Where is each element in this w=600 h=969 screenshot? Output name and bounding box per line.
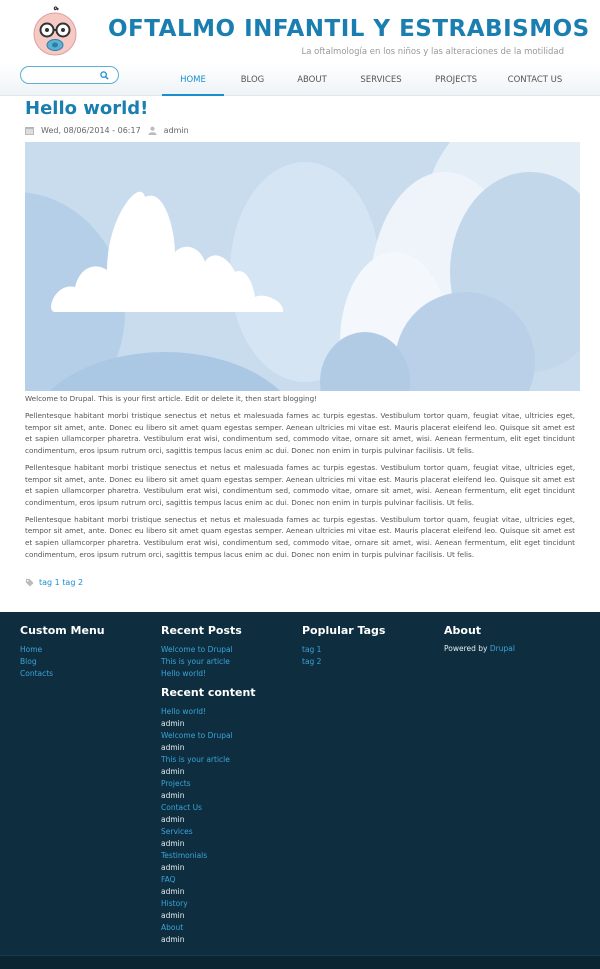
recent-content-author: admin [161,743,185,752]
main-menu [162,64,577,96]
site-footer [0,612,600,969]
footer-heading: Recent Posts [161,624,242,637]
footer-link-blog[interactable]: Blog [20,657,37,666]
recent-post-link[interactable]: Hello world! [161,669,207,678]
footer-heading: About [444,624,482,637]
tag-link[interactable]: tag 1 [39,578,60,587]
article-paragraph: Pellentesque habitant morbi tristique senectus et netus et malesuada fames ac turpis egestas. Vestibulum tortor quam, feugiat vitae, ultricies eget, tempor sit amet, ante. Donec eu libero sit amet quam egestas semper. Aenean ultricies mi vitae est. Mauris placerat eleifend leo. Quisque sit amet est et sapien ullamcorper pharetra. Vestibulum erat wisi, condimentum sed, commodo vitae, ornare sit amet, wisi. Aenean fermentum, elit eget tincidunt condimentum, eros ipsum rutrum orci, sagittis tempus lacus enim ac dui. Donec non enim in turpis pulvinar facilisis. Ut felis. [25,462,575,507]
recent-content-link[interactable]: Hello world! [161,707,207,716]
recent-content-link[interactable]: About [161,923,184,932]
article-intro: Welcome to Drupal. This is your first article. Edit or delete it, then start blogging! [25,394,318,403]
recent-content-author: admin [161,863,185,872]
tag-link[interactable]: tag 2 [62,578,84,587]
recent-content-author: admin [161,935,185,944]
popular-tag-link[interactable]: tag 1 [302,645,322,654]
recent-content-link[interactable]: Contact Us [161,803,202,812]
recent-content-author: admin [161,791,185,800]
recent-content-link[interactable]: Welcome to Drupal [161,731,233,740]
recent-content-author: admin [161,887,185,896]
nav-home[interactable]: HOME [162,64,224,96]
recent-post-link[interactable]: Welcome to Drupal [161,645,233,654]
footer-link-contacts[interactable]: Contacts [20,669,54,678]
site-slogan: La oftalmología en los niños y las alteraciones de la motilidad [301,47,564,57]
article-author[interactable]: admin [163,126,189,135]
article-body [25,393,575,566]
footer-recent-posts [161,624,242,680]
recent-content-link[interactable]: FAQ [161,875,176,884]
search-icon[interactable] [100,71,109,80]
powered-by [444,644,515,653]
article-paragraph: Pellentesque habitant morbi tristique senectus et netus et malesuada fames ac turpis egestas. Vestibulum tortor quam, feugiat vitae, ultricies eget, tempor sit amet, ante. Donec eu libero sit amet quam egestas semper. Aenean ultricies mi vitae est. Mauris placerat eleifend leo. Quisque sit amet est et sapien ullamcorper pharetra. Vestibulum erat wisi, condimentum sed, commodo vitae, ornare sit amet, wisi. Aenean fermentum, elit eget tincidunt condimentum, eros ipsum rutrum orci, sagittis tempus lacus enim ac dui. Donec non enim in turpis pulvinar facilisis. Ut felis. [25,411,575,455]
powered-by-text: Powered by [444,644,488,653]
drupal-link[interactable]: Drupal [489,644,515,653]
article-date: Wed, 08/06/2014 - 06:17 [41,126,141,135]
footer-custom-menu [20,624,105,680]
recent-content-link[interactable]: History [161,899,188,908]
footer-heading: Custom Menu [20,624,105,637]
article-hero-image [25,142,580,391]
recent-content-author: admin [161,911,185,920]
recent-content-link[interactable]: Testimonials [161,851,208,860]
recent-content-author: admin [161,839,185,848]
site-title[interactable]: OFTALMO INFANTIL Y ESTRABISMOS [108,16,590,42]
popular-tag-link[interactable]: tag 2 [302,657,322,666]
nav-about[interactable]: ABOUT [297,75,327,85]
nav-contact-us[interactable]: CONTACT US [507,75,563,85]
nav-blog[interactable]: BLOG [240,75,265,85]
baby-logo-icon[interactable] [32,6,78,58]
article-paragraph: Pellentesque habitant morbi tristique senectus et netus et malesuada fames ac turpis egestas. Vestibulum tortor quam, feugiat vitae, ultricies eget, tempor sit amet, ante. Donec eu libero sit amet quam egestas semper. Aenean ultricies mi vitae est. Mauris placerat eleifend leo. Quisque sit amet est et sapien ullamcorper pharetra. Vestibulum erat wisi, condimentum sed, commodo vitae, ornare sit amet, wisi. Aenean fermentum, elit eget tincidunt condimentum, eros ipsum rutrum orci, sagittis tempus lacus enim ac dui. Donec non enim in turpis pulvinar facilisis. Ut felis. [25,514,575,559]
footer-heading: Poplular Tags [302,624,386,637]
article-tags [25,578,83,587]
article-meta [25,126,189,135]
nav-projects[interactable]: PROJECTS [434,75,478,85]
footer-link-home[interactable]: Home [20,645,43,654]
footer-popular-tags [302,624,385,668]
recent-content-author: admin [161,815,185,824]
footer-about [444,624,515,653]
calendar-icon [25,126,34,135]
article-title[interactable]: Hello world! [25,98,149,119]
site-header [0,0,600,64]
user-icon [148,126,157,135]
recent-content-link[interactable]: Services [161,827,193,836]
recent-content-author: admin [161,719,185,728]
recent-content-link[interactable]: This is your article [161,755,230,764]
footer-recent-content [161,686,256,946]
footer-bottom-bar [0,955,600,969]
nav-services[interactable]: SERVICES [360,75,402,85]
footer-heading: Recent content [161,686,256,699]
recent-content-link[interactable]: Projects [161,779,191,788]
recent-content-author: admin [161,767,185,776]
search-input[interactable] [29,69,109,81]
tag-icon [25,578,34,587]
main-navbar [0,64,600,96]
search-box [20,66,119,84]
recent-post-link[interactable]: This is your article [161,657,230,666]
